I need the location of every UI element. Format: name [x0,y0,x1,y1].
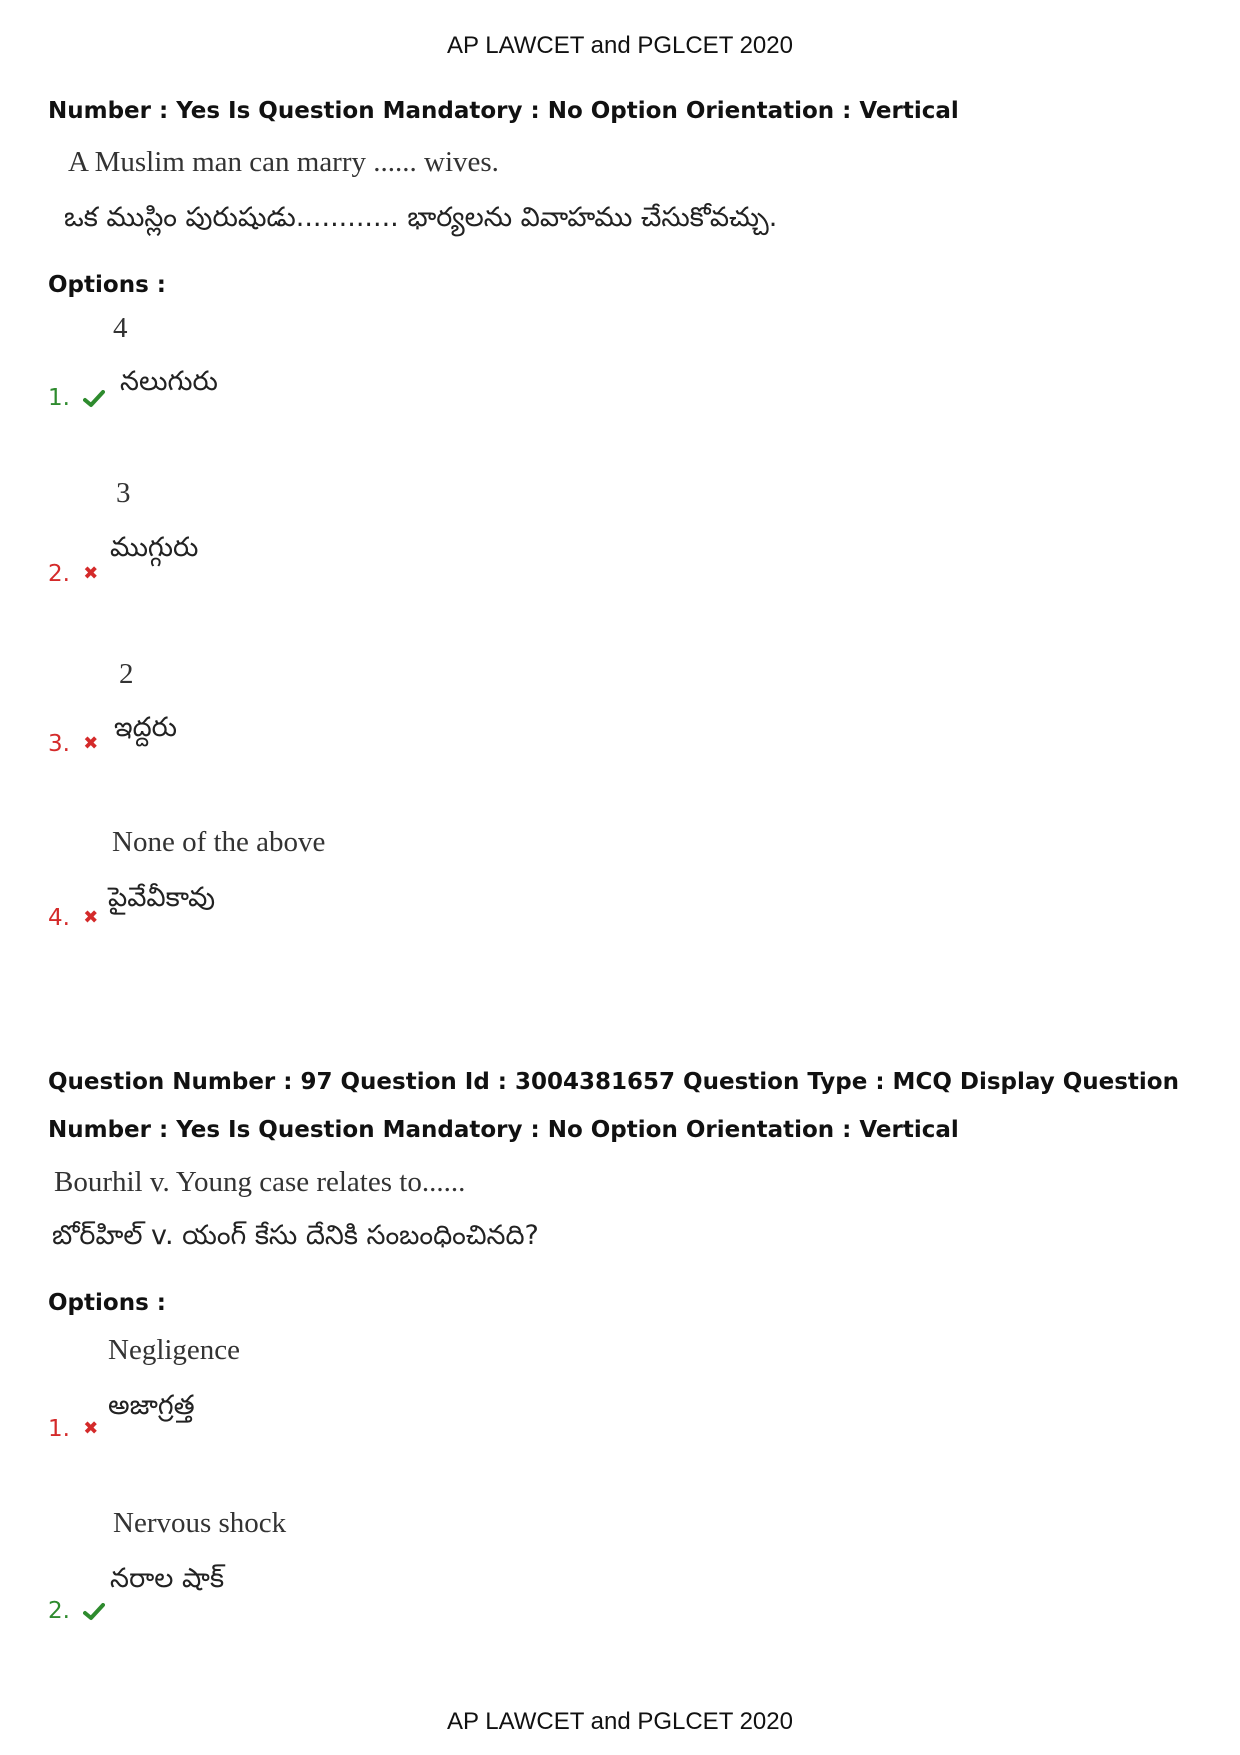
option-number: 2. [48,561,70,587]
cross-icon: ✖ [83,563,99,584]
option-text-telugu: ఇద్దరు [114,712,178,743]
question-meta-line: Number : Yes Is Question Mandatory : No Option Orientation : Vertical [48,1117,959,1143]
option-number: 1. [48,1416,70,1442]
option-number: 2. [48,1598,70,1624]
question-meta-line: Number : Yes Is Question Mandatory : No Option Orientation : Vertical [48,98,959,124]
check-icon [83,1603,105,1621]
option-text-english: 4 [113,312,128,344]
cross-icon: ✖ [83,733,99,754]
option-number: 1. [48,385,70,411]
option-marker [48,1416,98,1442]
option-number: 3. [48,731,70,757]
page-header: AP LAWCET and PGLCET 2020 [447,32,793,59]
option-marker [48,1598,105,1624]
cross-icon: ✖ [83,907,99,928]
option-marker [48,905,98,931]
option-text-english: Negligence [108,1334,241,1366]
option-marker [48,385,105,411]
option-marker [48,561,98,587]
question-stem-english: Bourhil v. Young case relates to...... [54,1166,466,1198]
option-text-english: Nervous shock [113,1507,287,1539]
question-stem-english: A Muslim man can marry ...... wives. [68,146,499,178]
option-text-telugu: ముగ్గురు [110,532,199,563]
option-number: 4. [48,905,70,931]
question-stem-telugu: ఒక ముస్లిం పురుషుడు............ భార్యలను వివాహము చేసుకోవచ్చు. [64,202,778,233]
options-label: Options : [48,1290,166,1316]
check-icon [83,390,105,408]
cross-icon: ✖ [83,1418,99,1439]
option-marker [48,731,98,757]
page-footer: AP LAWCET and PGLCET 2020 [447,1708,793,1735]
option-text-english: 2 [119,658,134,690]
option-text-telugu: అజాగ్రత్త [108,1390,195,1421]
option-text-english: 3 [116,477,131,509]
question-stem-telugu: బోర్‌హిల్ v. యంగ్ కేసు దేనికి సంబంధించినది? [52,1220,539,1251]
option-text-telugu: పైవేవీకావు [108,882,216,913]
option-text-telugu: నరాల షాక్ [110,1563,225,1594]
option-text-telugu: నలుగురు [120,366,218,397]
option-text-english: None of the above [112,826,326,858]
question-meta-line: Question Number : 97 Question Id : 3004381657 Question Type : MCQ Display Question [48,1069,1179,1095]
options-label: Options : [48,272,166,298]
